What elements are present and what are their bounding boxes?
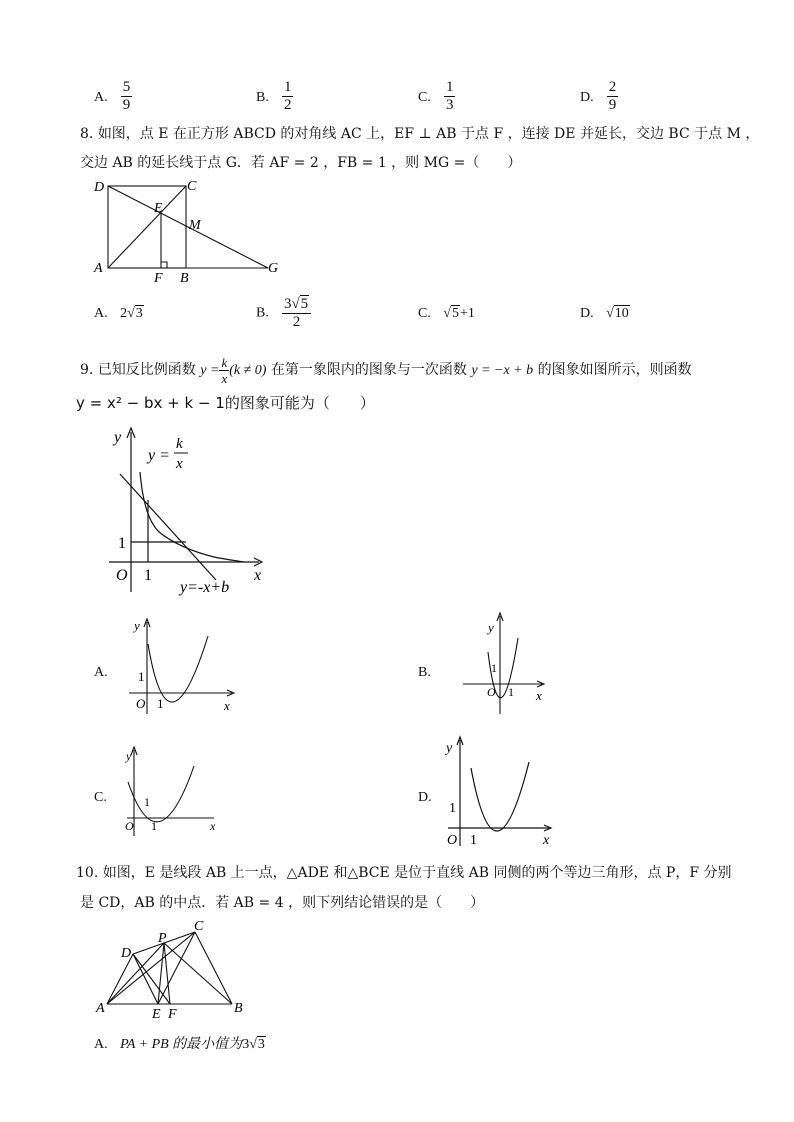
label-a: A <box>94 261 103 276</box>
label-m: M <box>189 218 201 233</box>
origin-label: O <box>487 685 496 699</box>
curve-label-lhs: y = <box>148 447 170 464</box>
numerator: 1 <box>283 79 292 95</box>
option-text: PA + PB 的最小值为 <box>120 1037 243 1052</box>
option-value: 3√3 <box>242 1037 265 1052</box>
fraction <box>121 79 133 114</box>
question-number: 9. <box>80 362 94 378</box>
curve-label-num: k <box>176 436 183 452</box>
y-tick-one: 1 <box>144 795 150 809</box>
denominator: 2 <box>292 314 301 330</box>
label-a: A <box>96 1001 105 1016</box>
question-text: 交边 AB 的延长线于点 G．若 AF = 2 ，FB = 1 ，则 MG =（ ） <box>80 155 522 171</box>
x-tick-one: 1 <box>470 833 477 848</box>
option-letter: B. <box>256 305 269 321</box>
q8-stem-line1 <box>80 124 759 144</box>
denominator: 9 <box>608 97 617 113</box>
q9-stem-line1 <box>80 353 692 388</box>
question-text: 如图，E 是线段 AB 上一点，△ADE 和△BCE 是位于直线 AB 同侧的两个等边三角形，点 P，F 分别 <box>102 865 732 881</box>
fraction <box>282 296 311 331</box>
line-label: y=-x+b <box>180 579 230 596</box>
question-text: 是 CD，AB 的中点．若 AB = 4 ，则下列结论错误的是（ ） <box>80 895 485 911</box>
fraction <box>607 79 619 114</box>
q7-option-b[interactable] <box>256 79 293 114</box>
coefficient: 3 <box>242 1037 250 1052</box>
denominator: x <box>221 370 228 386</box>
label-e: E <box>152 1007 161 1020</box>
q9-option-b-graph[interactable] <box>460 610 555 720</box>
y-axis-label: y <box>446 741 453 756</box>
x-tick-one: 1 <box>508 685 514 699</box>
origin-label: O <box>125 819 134 833</box>
q9-option-d-letter[interactable] <box>418 786 432 806</box>
addend: +1 <box>459 306 475 321</box>
option-letter: A. <box>94 1037 108 1052</box>
question-text: 已知反比例函数 <box>97 362 196 378</box>
y-axis-label: y <box>488 620 494 635</box>
q9-option-b-letter[interactable] <box>418 661 431 681</box>
y-tick-one: 1 <box>138 669 145 684</box>
numerator: 5 <box>122 79 131 95</box>
x-axis-label: x <box>224 698 230 713</box>
q7-option-c[interactable] <box>418 79 455 114</box>
option-letter: C. <box>94 790 107 805</box>
q7-option-a[interactable] <box>94 79 132 114</box>
x-axis-label: x <box>210 819 216 833</box>
radicand: 3 <box>135 306 143 321</box>
fraction <box>444 79 456 114</box>
radicand: 5 <box>451 306 459 321</box>
quadratic-function: y = x² − bx + k − 1 <box>76 394 225 412</box>
numerator: 2 <box>608 79 617 95</box>
label-c: C <box>194 919 204 934</box>
denominator: 9 <box>122 97 131 113</box>
numerator: 3√5 <box>282 296 311 314</box>
denominator: 3 <box>445 97 454 113</box>
x-axis-label: x <box>254 567 262 584</box>
q9-option-c-letter[interactable] <box>94 786 107 806</box>
q8-option-a[interactable] <box>94 305 144 322</box>
origin-label: O <box>447 833 458 848</box>
question-text: 的图象可能为（ ） <box>224 394 375 412</box>
label-e: E <box>154 201 163 216</box>
radicand: 10 <box>614 306 629 321</box>
function-lhs: y = <box>200 363 220 378</box>
option-letter: D. <box>418 790 432 805</box>
y-axis-label: y <box>134 618 140 633</box>
coefficient: 2 <box>120 306 128 321</box>
option-letter: C. <box>418 90 431 105</box>
q8-option-c[interactable] <box>418 305 475 322</box>
label-b: B <box>234 1001 243 1016</box>
k-over-x-fraction <box>219 355 229 386</box>
question-text: 的图象如图所示，则函数 <box>537 362 692 378</box>
option-letter: C. <box>418 306 431 321</box>
coefficient: 3 <box>283 296 292 312</box>
numerator: 1 <box>445 79 454 95</box>
x-tick-one: 1 <box>144 567 152 584</box>
question-number: 10. <box>76 865 99 881</box>
question-text: 在第一象限内的图象与一次函数 <box>270 362 467 378</box>
linear-function: y = −x + b <box>471 363 534 378</box>
x-tick-one: 1 <box>151 819 157 833</box>
q10-figure <box>90 914 260 1020</box>
q9-stem-line2 <box>76 393 375 413</box>
q10-option-a[interactable] <box>94 1034 266 1055</box>
x-tick-one: 1 <box>157 696 164 711</box>
q8-stem-line2 <box>80 153 521 173</box>
radicand: 3 <box>257 1037 265 1052</box>
label-d: D <box>121 946 132 961</box>
curve-label-den: x <box>176 456 183 472</box>
option-letter: D. <box>580 90 594 105</box>
label-b: B <box>180 271 189 286</box>
fraction <box>282 79 294 114</box>
q10-stem-line2 <box>80 893 484 913</box>
y-tick-one: 1 <box>449 801 456 816</box>
y-axis-label: y <box>126 749 132 763</box>
question-text: 如图，点 E 在正方形 ABCD 的对角线 AC 上，EF ⊥ AB 于点 F ，连接 DE 并延长，交边 BC 于点 M ， <box>97 126 760 142</box>
origin-label: O <box>136 696 146 711</box>
option-value: 2√3 <box>120 306 143 321</box>
radicand: 5 <box>300 296 309 312</box>
label-c: C <box>187 179 197 194</box>
option-letter: B. <box>418 665 431 680</box>
label-p: P <box>158 931 167 946</box>
q9-option-a-letter[interactable] <box>94 661 108 681</box>
option-letter: B. <box>256 90 269 105</box>
x-axis-label: x <box>543 833 550 848</box>
option-value: √5+1 <box>443 306 475 321</box>
option-letter: A. <box>94 90 108 105</box>
y-axis-label: y <box>114 429 122 446</box>
option-letter: A. <box>94 306 108 321</box>
condition: (k ≠ 0) <box>229 363 267 378</box>
option-letter: A. <box>94 665 108 680</box>
origin-label: O <box>116 567 128 584</box>
q8-option-d[interactable] <box>580 305 630 322</box>
q9-option-a-graph[interactable] <box>124 614 244 719</box>
q9-main-graph <box>104 424 274 599</box>
label-f: F <box>154 271 163 286</box>
x-axis-label: x <box>536 688 542 703</box>
q10-stem-line1 <box>76 863 732 883</box>
numerator: k <box>221 354 228 370</box>
q9-option-c-graph[interactable] <box>124 744 224 840</box>
y-tick-one: 1 <box>118 535 126 552</box>
q9-option-d-graph[interactable] <box>443 732 563 848</box>
label-g: G <box>268 261 279 276</box>
option-letter: D. <box>580 306 594 321</box>
label-d: D <box>94 180 105 195</box>
q7-option-d[interactable] <box>580 79 618 114</box>
question-number: 8. <box>80 126 94 142</box>
y-tick-one: 1 <box>491 661 497 675</box>
option-value: √10 <box>606 306 629 321</box>
label-f: F <box>168 1007 177 1020</box>
denominator: 2 <box>283 97 292 113</box>
q8-figure <box>88 176 298 288</box>
q8-option-b[interactable] <box>256 296 311 331</box>
